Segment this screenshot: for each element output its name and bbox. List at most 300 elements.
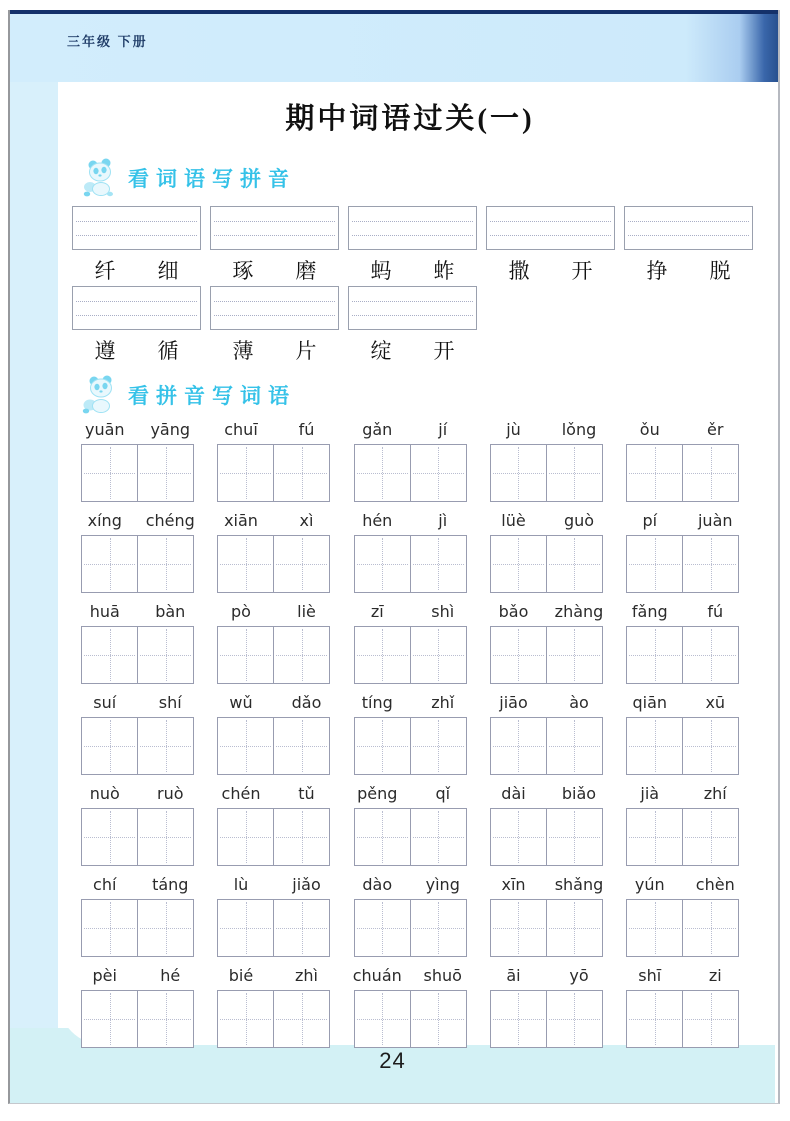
pinyin-syllable: ǒu [639,420,660,439]
character-answer-box[interactable] [626,626,739,684]
ruled-line [628,235,749,236]
character-answer-box[interactable] [626,535,739,593]
pinyin-answer-box[interactable] [486,206,615,250]
pinyin-answer-box[interactable] [210,206,339,250]
pinyin-syllable: chén [221,784,261,803]
pinyin-item [617,420,748,502]
character-answer-box[interactable] [490,990,603,1048]
character-cell[interactable] [273,900,329,956]
pinyin-item [617,966,748,1048]
pinyin-syllable: liè [297,602,316,621]
dotted-guide-horizontal [140,837,191,838]
dotted-guide-horizontal [493,746,544,747]
pinyin-item [481,693,612,775]
word-row [72,206,748,282]
character-answer-box[interactable] [354,626,467,684]
character-cell[interactable] [627,445,682,501]
dotted-guide-horizontal [685,564,736,565]
character-cell[interactable] [627,718,682,774]
dotted-guide-horizontal [629,564,680,565]
pinyin-syllable: qiān [632,693,668,712]
pinyin-item [345,511,476,593]
pinyin-syllable: jí [438,420,448,439]
character-cell[interactable] [137,445,193,501]
pinyin-item [617,511,748,593]
character-answer-box[interactable] [81,990,194,1048]
character-cell[interactable] [218,718,273,774]
word-label [72,335,201,362]
pinyin-item [345,693,476,775]
character-cell[interactable] [137,900,193,956]
dotted-guide-horizontal [493,837,544,838]
dotted-guide-horizontal [140,1019,191,1020]
pinyin-label [72,966,203,988]
pinyin-label [617,966,748,988]
pinyin-label [208,693,339,715]
character-answer-box[interactable] [217,990,330,1048]
pinyin-label [345,693,476,715]
character-answer-box[interactable] [626,717,739,775]
dotted-guide-horizontal [140,655,191,656]
pinyin-syllable: lù [233,875,249,894]
dotted-guide-horizontal [685,1019,736,1020]
pinyin-syllable: chuán [352,966,402,985]
character-cell[interactable] [273,445,329,501]
pinyin-syllable: shì [431,602,455,621]
section1-header [72,154,748,202]
character-cell[interactable] [682,809,738,865]
pinyin-syllable: biǎo [561,784,597,803]
character-cell[interactable] [218,900,273,956]
word-item [210,206,339,282]
character-cell[interactable] [218,445,273,501]
character-answer-box[interactable] [354,717,467,775]
word-character: 开 [571,259,593,283]
pinyin-label [208,966,339,988]
pinyin-item [481,420,612,502]
character-answer-box[interactable] [217,444,330,502]
pinyin-answer-box[interactable] [72,206,201,250]
character-cell[interactable] [355,536,410,592]
pinyin-syllable: zi [708,966,722,985]
pinyin-label [617,693,748,715]
character-answer-box[interactable] [217,535,330,593]
character-cell[interactable] [627,900,682,956]
pinyin-syllable: fú [298,420,315,439]
pinyin-label [72,693,203,715]
character-cell[interactable] [627,536,682,592]
pinyin-syllable: ào [569,693,589,712]
character-cell[interactable] [82,718,137,774]
dotted-guide-horizontal [413,928,464,929]
character-answer-box[interactable] [81,626,194,684]
dotted-guide-horizontal [549,928,600,929]
character-answer-box[interactable] [626,990,739,1048]
dotted-guide-horizontal [276,1019,327,1020]
pinyin-label [72,784,203,806]
character-cell[interactable] [273,536,329,592]
character-cell[interactable] [137,991,193,1047]
dotted-guide-horizontal [357,473,408,474]
pinyin-item [617,693,748,775]
dotted-guide-horizontal [493,655,544,656]
dotted-guide-horizontal [276,473,327,474]
pinyin-item [617,602,748,684]
word-character: 磨 [295,259,317,283]
pinyin-label [481,966,612,988]
character-cell[interactable] [355,809,410,865]
character-cell[interactable] [627,627,682,683]
character-cell[interactable] [218,809,273,865]
character-cell[interactable] [410,809,466,865]
pinyin-label [72,420,203,442]
section1-title: 看词语写拼音 [128,167,296,191]
pinyin-syllable: āi [506,966,521,985]
pinyin-syllable: jiǎo [292,875,321,894]
character-cell[interactable] [355,627,410,683]
pinyin-syllable: bàn [155,602,186,621]
pinyin-syllable: chèn [695,875,735,894]
dotted-guide-horizontal [276,928,327,929]
character-cell[interactable] [82,809,137,865]
pinyin-syllable: jì [438,511,448,530]
word-item [72,206,201,282]
pinyin-label [208,511,339,533]
dotted-guide-horizontal [276,564,327,565]
pinyin-item [72,420,203,502]
character-cell[interactable] [137,809,193,865]
character-answer-box[interactable] [490,808,603,866]
pinyin-syllable: shī [638,966,662,985]
character-answer-box[interactable] [490,899,603,957]
pinyin-syllable: zhì [295,966,318,985]
word-character: 挣 [646,259,668,283]
character-answer-box[interactable] [490,717,603,775]
character-answer-box[interactable] [81,808,194,866]
workbook-page [8,10,780,1104]
character-cell[interactable] [410,536,466,592]
character-cell[interactable] [682,536,738,592]
dotted-guide-horizontal [357,1019,408,1020]
pinyin-item [72,875,203,957]
dotted-guide-horizontal [140,928,191,929]
pinyin-item [481,511,612,593]
pinyin-label [617,784,748,806]
pinyin-item [208,511,339,593]
pinyin-syllable: xū [705,693,726,712]
character-cell[interactable] [82,445,137,501]
pinyin-answer-box[interactable] [348,206,477,250]
character-cell[interactable] [410,991,466,1047]
character-cell[interactable] [218,627,273,683]
character-cell[interactable] [546,991,602,1047]
pinyin-syllable: pèi [92,966,117,985]
pinyin-syllable: guò [563,511,595,530]
character-cell[interactable] [546,809,602,865]
character-cell[interactable] [410,627,466,683]
character-answer-box[interactable] [490,535,603,593]
pinyin-syllable: hé [160,966,181,985]
pinyin-item [345,966,476,1048]
character-answer-box[interactable] [354,808,467,866]
word-item [486,206,615,282]
character-cell[interactable] [491,627,546,683]
dotted-guide-horizontal [549,1019,600,1020]
character-answer-box[interactable] [490,444,603,502]
character-answer-box[interactable] [81,717,194,775]
dotted-guide-horizontal [413,564,464,565]
word-character: 细 [157,259,179,283]
character-cell[interactable] [273,627,329,683]
pinyin-item [345,420,476,502]
pinyin-label [617,420,748,442]
pinyin-item [481,966,612,1048]
pinyin-syllable: fú [707,602,724,621]
dotted-guide-horizontal [84,655,135,656]
pinyin-label [481,875,612,897]
word-label [210,255,339,282]
pinyin-label [617,511,748,533]
character-answer-box[interactable] [626,899,739,957]
character-answer-box[interactable] [217,626,330,684]
pinyin-syllable: xīn [501,875,526,894]
word-character: 撒 [508,259,530,283]
panda-icon [80,156,118,200]
character-cell[interactable] [627,809,682,865]
pinyin-answer-box[interactable] [210,286,339,330]
character-cell[interactable] [627,991,682,1047]
ruled-line [76,235,197,236]
character-cell[interactable] [546,627,602,683]
character-cell[interactable] [355,718,410,774]
character-cell[interactable] [682,445,738,501]
character-cell[interactable] [273,718,329,774]
character-cell[interactable] [546,718,602,774]
pinyin-syllable: pěng [357,784,398,803]
dotted-guide-horizontal [493,1019,544,1020]
character-cell[interactable] [410,900,466,956]
pinyin-label [481,511,612,533]
pinyin-item [345,784,476,866]
dotted-guide-horizontal [629,655,680,656]
pinyin-syllable: xì [299,511,314,530]
pinyin-label [345,784,476,806]
pinyin-label [345,602,476,624]
character-answer-box[interactable] [626,808,739,866]
ruled-line [214,315,335,316]
pinyin-syllable: chí [93,875,117,894]
dotted-guide-horizontal [357,928,408,929]
section2-header [72,372,748,418]
character-answer-box[interactable] [217,899,330,957]
character-answer-box[interactable] [490,626,603,684]
pinyin-syllable: lǒng [561,420,597,439]
pinyin-item [208,693,339,775]
character-cell[interactable] [491,991,546,1047]
character-cell[interactable] [491,809,546,865]
character-cell[interactable] [82,991,137,1047]
character-cell[interactable] [491,445,546,501]
dotted-guide-horizontal [84,473,135,474]
dotted-guide-horizontal [685,746,736,747]
character-cell[interactable] [137,718,193,774]
character-answer-box[interactable] [626,444,739,502]
ruled-line [490,221,611,222]
character-answer-box[interactable] [81,535,194,593]
ruled-line [628,221,749,222]
character-answer-box[interactable] [81,444,194,502]
pinyin-syllable: bǎo [498,602,529,621]
dotted-guide-horizontal [84,746,135,747]
pinyin-item [208,784,339,866]
pinyin-syllable: hén [362,511,393,530]
character-cell[interactable] [137,536,193,592]
pinyin-item [617,875,748,957]
character-cell[interactable] [546,445,602,501]
dotted-guide-horizontal [493,473,544,474]
dotted-guide-horizontal [220,564,271,565]
word-character: 绽 [370,339,392,363]
character-cell[interactable] [682,718,738,774]
ruled-line [214,301,335,302]
character-cell[interactable] [491,536,546,592]
character-cell[interactable] [218,991,273,1047]
character-answer-box[interactable] [81,899,194,957]
dotted-guide-horizontal [629,837,680,838]
dotted-guide-horizontal [629,746,680,747]
pinyin-syllable: fǎng [631,602,668,621]
dotted-guide-horizontal [220,746,271,747]
pinyin-item [72,602,203,684]
dotted-guide-horizontal [84,1019,135,1020]
word-item [348,286,477,362]
pinyin-item [208,420,339,502]
ruled-line [76,221,197,222]
character-cell[interactable] [82,900,137,956]
pinyin-syllable: bié [228,966,254,985]
dotted-guide-horizontal [549,564,600,565]
dotted-guide-horizontal [493,928,544,929]
word-label [210,335,339,362]
word-character: 蚱 [433,259,455,283]
pinyin-syllable: jià [640,784,660,803]
character-cell[interactable] [82,627,137,683]
character-cell[interactable] [82,536,137,592]
pinyin-item [617,784,748,866]
word-item [624,206,753,282]
dotted-guide-horizontal [629,1019,680,1020]
ruled-line [76,315,197,316]
word-character: 蚂 [370,259,392,283]
pinyin-item [481,784,612,866]
pinyin-syllable: juàn [697,511,733,530]
pinyin-label [617,602,748,624]
character-cell[interactable] [491,718,546,774]
pinyin-syllable: zhǐ [431,693,455,712]
pinyin-item [72,966,203,1048]
character-answer-box[interactable] [354,899,467,957]
pinyin-answer-box[interactable] [348,286,477,330]
dotted-guide-horizontal [140,473,191,474]
content-area [58,82,778,1045]
pinyin-syllable: tíng [361,693,393,712]
character-cell[interactable] [273,991,329,1047]
dotted-guide-horizontal [220,837,271,838]
pinyin-syllable: dǎo [291,693,322,712]
pinyin-label [208,420,339,442]
pinyin-answer-box[interactable] [72,286,201,330]
pinyin-label [208,875,339,897]
word-item [348,206,477,282]
character-cell[interactable] [355,991,410,1047]
pinyin-syllable: jù [506,420,521,439]
character-answer-box[interactable] [354,990,467,1048]
character-cell[interactable] [355,900,410,956]
pinyin-syllable: zhàng [554,602,604,621]
pinyin-item [208,875,339,957]
ruled-line [214,235,335,236]
dotted-guide-horizontal [549,837,600,838]
dotted-guide-horizontal [220,1019,271,1020]
pinyin-row [72,693,748,775]
pinyin-syllable: qǐ [435,784,451,803]
ruled-line [352,221,473,222]
character-answer-box[interactable] [217,808,330,866]
ruled-line [352,301,473,302]
word-label [486,255,615,282]
dotted-guide-horizontal [493,564,544,565]
character-cell[interactable] [410,718,466,774]
character-cell[interactable] [682,627,738,683]
dotted-guide-horizontal [413,473,464,474]
character-cell[interactable] [137,627,193,683]
character-answer-box[interactable] [354,535,467,593]
character-cell[interactable] [491,900,546,956]
dotted-guide-horizontal [220,928,271,929]
dotted-guide-horizontal [220,473,271,474]
dotted-guide-horizontal [140,746,191,747]
page-title: 期中词语过关(一) [285,103,535,135]
pinyin-answer-box[interactable] [624,206,753,250]
character-cell[interactable] [546,900,602,956]
character-cell[interactable] [273,809,329,865]
pinyin-syllable: yāng [150,420,191,439]
pinyin-label [72,875,203,897]
character-cell[interactable] [218,536,273,592]
character-cell[interactable] [355,445,410,501]
character-answer-box[interactable] [354,444,467,502]
dotted-guide-horizontal [685,655,736,656]
pinyin-label [345,875,476,897]
pinyin-row [72,784,748,866]
dotted-guide-horizontal [276,655,327,656]
section2-title: 看拼音写词语 [128,384,296,408]
dotted-guide-horizontal [413,655,464,656]
pinyin-item [345,602,476,684]
character-answer-box[interactable] [217,717,330,775]
pinyin-label [345,420,476,442]
character-cell[interactable] [682,991,738,1047]
word-item [72,286,201,362]
character-cell[interactable] [546,536,602,592]
pinyin-syllable: dài [501,784,526,803]
pinyin-syllable: pí [642,511,658,530]
pinyin-syllable: zhí [703,784,727,803]
character-cell[interactable] [682,900,738,956]
character-cell[interactable] [410,445,466,501]
word-character: 片 [295,339,317,363]
pinyin-item [481,602,612,684]
